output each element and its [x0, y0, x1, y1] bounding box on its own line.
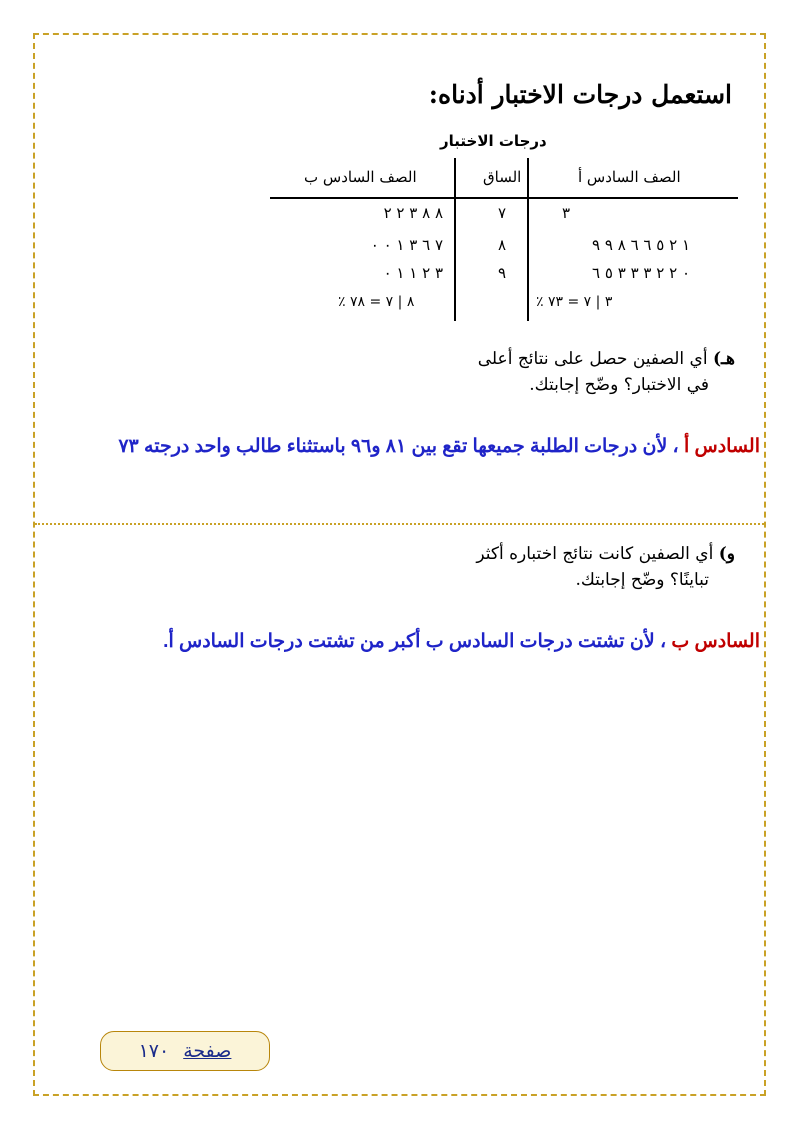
question-f: [476, 541, 735, 593]
answer-f: [44, 619, 760, 665]
page-label: صفحة: [183, 1040, 232, 1062]
row-b-leaves: ٧ ٦ ٣ ١ ٠ ٠: [370, 236, 443, 254]
question-f-line1: أي الصفين كانت نتائج اختباره أكثر: [476, 544, 714, 564]
key-class-b: ٨ | ٧ = ٧٨ ٪: [338, 294, 415, 310]
header-class-a: الصف السادس أ: [578, 168, 681, 186]
section-divider: [35, 523, 764, 525]
answer-f-text: ، لأن تشتت درجات السادس ب أكبر من تشتت درجات السادس أ.: [163, 631, 672, 652]
row-stem: ٨: [498, 236, 507, 254]
answer-f-highlight: السادس ب: [671, 631, 760, 652]
row-stem: ٧: [498, 204, 507, 222]
answer-e-highlight: السادس أ: [683, 436, 760, 457]
question-e-label: هـ): [713, 349, 735, 369]
answer-e: [44, 424, 760, 470]
row-b-leaves: ٣ ٢ ١ ١ ٠: [383, 264, 443, 282]
row-a-leaves: ١ ٢ ٥ ٦ ٦ ٨ ٩ ٩: [592, 236, 690, 254]
page-number-badge: [100, 1031, 270, 1071]
row-a-leaves: ٣: [561, 204, 570, 222]
question-f-line2: تباينًا؟ وضّح إجابتك.: [575, 570, 709, 590]
stem-leaf-title: درجات الاختبار: [440, 132, 547, 150]
question-e: [478, 346, 735, 398]
page-title: استعمل درجات الاختبار أدناه:: [428, 80, 732, 109]
key-class-a: ٣ | ٧ = ٧٣ ٪: [536, 294, 613, 310]
page-number: ١٧٠: [138, 1040, 170, 1062]
answer-e-text: ، لأن درجات الطلبة جميعها تقع بين ٨١ و٩٦ باستثناء طالب واحد درجته ٧٣: [118, 436, 684, 457]
header-class-b: الصف السادس ب: [304, 168, 417, 186]
question-e-line2: في الاختبار؟ وضّح إجابتك.: [529, 375, 709, 395]
table-header-rule: [270, 197, 738, 199]
row-b-leaves: ٨ ٨ ٣ ٢ ٢: [383, 204, 443, 222]
header-stem: الساق: [483, 168, 522, 186]
question-f-label: و): [718, 544, 735, 564]
row-stem: ٩: [498, 264, 507, 282]
stem-divider-left: [454, 158, 456, 321]
stem-divider-right: [527, 158, 529, 321]
row-a-leaves: ٠ ٢ ٢ ٣ ٣ ٣ ٥ ٦: [592, 264, 690, 282]
question-e-line1: أي الصفين حصل على نتائج أعلى: [477, 349, 708, 369]
